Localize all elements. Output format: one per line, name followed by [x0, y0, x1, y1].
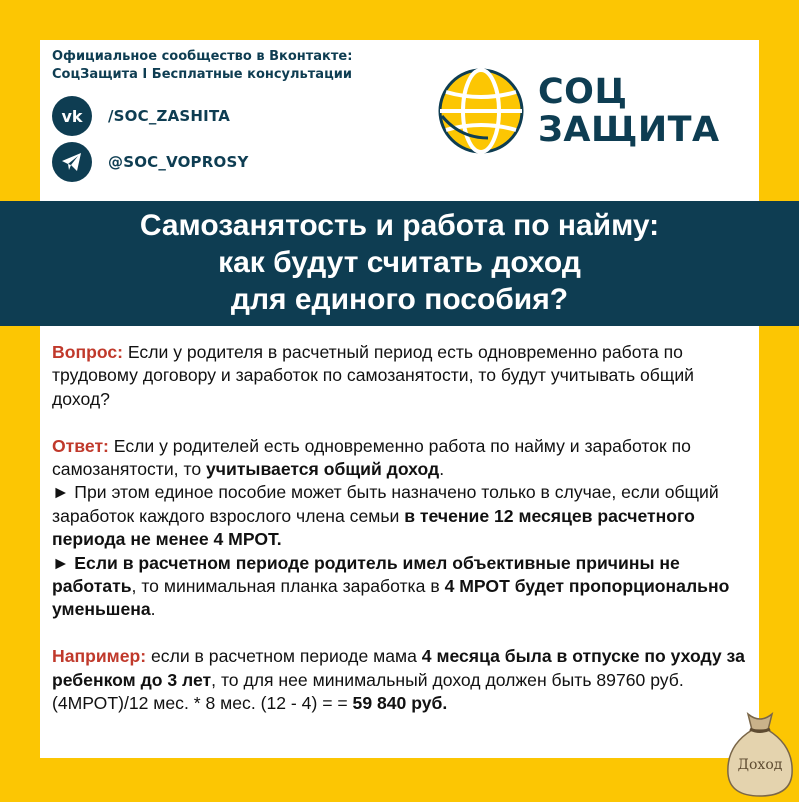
vk-icon [52, 96, 92, 136]
title-line-3: для единого пособия? [230, 283, 569, 316]
answer-bold-3: ► Если в расчетном периоде родитель имел объективные причины не работать [52, 552, 680, 597]
logo [438, 68, 720, 154]
answer-bold-2: в течение 12 месяцев расчетного периода не менее 4 МРОТ. [52, 505, 695, 550]
globe-logo-icon [438, 68, 524, 154]
title-banner [0, 201, 799, 326]
question-text: Если у родителя в расчетный период есть одновременно работа по трудовому договору и заработок по самозанятости, то будут учитывать общий доход? [52, 342, 694, 409]
community-line-1: Официальное сообщество в Вконтакте: [52, 49, 353, 64]
vk-link[interactable] [52, 96, 230, 136]
telegram-icon [52, 142, 92, 182]
svg-text:vk: vk [61, 107, 83, 125]
question-label: Вопрос: [52, 342, 123, 362]
answer-label: Ответ: [52, 435, 109, 456]
answer-text-2: . [439, 459, 445, 480]
vk-handle: /SOC_ZASHITA [108, 107, 231, 125]
example-paragraph [52, 645, 752, 715]
title-line-2: как будут считать доход [218, 246, 581, 279]
community-info [52, 48, 352, 84]
money-bag-icon [722, 698, 798, 802]
logo-text [538, 73, 720, 149]
answer-text-3: ► При этом единое пособие может быть назначено только в случае, если общий заработок каждого взрослого члена семьи [52, 482, 719, 526]
article-body [52, 341, 752, 739]
answer-text-4: , то минимальная планка заработка в [131, 576, 445, 597]
example-text-2: , то для нее минимальный доход должен быть 89760 руб.(4МРОТ)/12 мес. * 8 мес. (12 - 4) = = [52, 669, 684, 714]
answer-paragraph [52, 435, 752, 622]
example-bold-2: 59 840 руб. [352, 693, 448, 714]
logo-line-2: ЗАЩИТА [538, 110, 720, 150]
example-label: Например: [52, 646, 147, 667]
title-line-1: Самозанятость и работа по найму: [139, 209, 660, 242]
question-paragraph [52, 341, 752, 411]
header [40, 40, 759, 202]
logo-line-1: СОЦ [538, 72, 628, 112]
example-text-1: если в расчетном периоде мама [146, 646, 422, 667]
money-bag-label: Доход [737, 757, 783, 773]
answer-text-1: Если у родителей есть одновременно работа по найму и заработок по самозанятости, то [52, 435, 691, 480]
answer-bold-1: учитывается общий доход [206, 459, 440, 480]
example-bold-1: 4 месяца была в отпуске по уходу за ребенком до 3 лет [52, 646, 745, 690]
community-line-2: СоцЗащита I Бесплатные консультации [52, 67, 352, 82]
answer-text-5: . [150, 599, 156, 620]
telegram-link[interactable] [52, 142, 249, 182]
telegram-handle: @SOC_VOPROSY [108, 153, 249, 171]
answer-bold-4: 4 МРОТ будет пропорционально уменьшена [52, 576, 730, 620]
